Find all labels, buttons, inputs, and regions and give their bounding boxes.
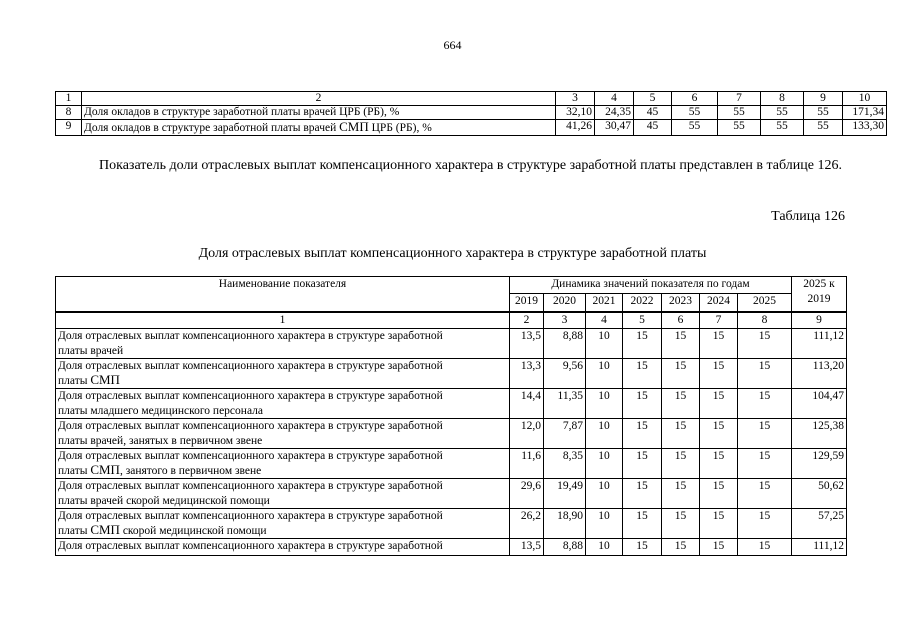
table-row: [56, 389, 847, 419]
indicator-name-line: Доля отраслевых выплат компенсационного характера в структуре заработной: [58, 480, 443, 492]
value-cell: 8,88: [544, 329, 586, 359]
row-label-text: Доля окладов в структуре заработной платы врачей ЦРБ (РБ), %: [84, 106, 400, 118]
value-cell: 15: [700, 419, 738, 449]
value-cell: 15: [738, 419, 792, 449]
indicator-name-text: платы: [58, 345, 91, 357]
value-cell: 15: [623, 359, 662, 389]
value-cell: 50,62: [792, 479, 847, 509]
value-cell: 9,56: [544, 359, 586, 389]
top-header-cell: 5: [634, 92, 672, 106]
dynamics-header: Динамика значений показателя по годам: [510, 277, 792, 294]
value-cell: 15: [700, 539, 738, 556]
value-cell: 129,59: [792, 449, 847, 479]
table-row: [56, 509, 847, 539]
column-number: 7: [700, 312, 738, 329]
value-cell: 171,34: [843, 106, 887, 120]
top-header-cell: 8: [761, 92, 804, 106]
value-cell: 7,87: [544, 419, 586, 449]
table-row: [56, 539, 847, 556]
value-cell: 55: [804, 120, 843, 136]
row-label: [82, 106, 556, 120]
value-cell: 19,49: [544, 479, 586, 509]
value-cell: 26,2: [510, 509, 544, 539]
value-cell: 15: [623, 539, 662, 556]
value-cell: 55: [718, 106, 761, 120]
indicator-name: [56, 449, 510, 479]
indicator-name: [56, 509, 510, 539]
main-table-body: [56, 329, 847, 556]
value-cell: 15: [623, 389, 662, 419]
value-cell: 13,5: [510, 329, 544, 359]
indicator-name-text: , занятого в первичном звене: [119, 465, 262, 477]
indicator-name-line: [58, 373, 507, 388]
table-row: [56, 329, 847, 359]
value-cell: 10: [586, 389, 623, 419]
indicator-name-text: врачей скорой медицинской помощи: [90, 495, 270, 507]
top-header-cell: 1: [56, 92, 82, 106]
indicator-name-text: платы: [58, 465, 91, 477]
year-header: 2025: [738, 294, 792, 312]
year-header: 2019: [510, 294, 544, 312]
year-header: 2024: [700, 294, 738, 312]
value-cell: 10: [586, 419, 623, 449]
top-header-cell: 6: [672, 92, 718, 106]
value-cell: 57,25: [792, 509, 847, 539]
value-cell: 15: [700, 389, 738, 419]
table-row: [56, 449, 847, 479]
value-cell: 15: [623, 449, 662, 479]
year-header: 2023: [662, 294, 700, 312]
indicator-name-line: Доля отраслевых выплат компенсационного характера в структуре заработной: [58, 390, 443, 402]
value-cell: 10: [586, 359, 623, 389]
indicator-name: [56, 359, 510, 389]
value-cell: 32,10: [556, 106, 595, 120]
value-cell: 55: [804, 106, 843, 120]
value-cell: 15: [662, 449, 700, 479]
row-number: 9: [56, 120, 82, 136]
value-cell: 18,90: [544, 509, 586, 539]
value-cell: 15: [662, 509, 700, 539]
row-number: 8: [56, 106, 82, 120]
top-table-header-row: [56, 92, 887, 106]
table-row: [56, 479, 847, 509]
value-cell: 10: [586, 449, 623, 479]
row-label-abbr: СМП: [339, 119, 369, 134]
table-row: [56, 359, 847, 389]
column-number: 4: [586, 312, 623, 329]
value-cell: 15: [623, 419, 662, 449]
indicator-name-text: скорой медицинской помощи: [119, 525, 267, 537]
value-cell: 10: [586, 509, 623, 539]
top-header-cell: 4: [595, 92, 634, 106]
value-cell: 41,26: [556, 120, 595, 136]
value-cell: 13,5: [510, 539, 544, 556]
indicator-name-text: платы: [58, 525, 91, 537]
indicator-name-line: [58, 403, 507, 418]
year-header: 2020: [544, 294, 586, 312]
value-cell: 15: [662, 359, 700, 389]
indicator-name: [56, 539, 510, 556]
indicator-name-line: Доля отраслевых выплат компенсационного характера в структуре заработной: [58, 360, 443, 372]
top-table: [55, 91, 887, 136]
indicator-name-text: младшего медицинского персонала: [90, 405, 263, 417]
indicator-name-text: врачей: [90, 345, 124, 357]
value-cell: 15: [738, 509, 792, 539]
year-header: 2021: [586, 294, 623, 312]
value-cell: 10: [586, 479, 623, 509]
value-cell: 15: [738, 359, 792, 389]
value-cell: 55: [718, 120, 761, 136]
value-cell: 15: [662, 329, 700, 359]
value-cell: 10: [586, 539, 623, 556]
value-cell: 111,12: [792, 539, 847, 556]
value-cell: 15: [738, 539, 792, 556]
main-table: [55, 276, 847, 556]
numbering-row: [56, 312, 847, 329]
value-cell: 15: [738, 329, 792, 359]
row-label: [82, 120, 556, 136]
value-cell: 133,30: [843, 120, 887, 136]
value-cell: 45: [634, 120, 672, 136]
indicator-name-line: [58, 523, 507, 538]
value-cell: 30,47: [595, 120, 634, 136]
value-cell: 15: [662, 389, 700, 419]
table-label: Таблица 126: [771, 209, 845, 224]
value-cell: 15: [700, 509, 738, 539]
main-header-row: [56, 277, 847, 294]
value-cell: 45: [634, 106, 672, 120]
column-number: 5: [623, 312, 662, 329]
value-cell: 55: [761, 120, 804, 136]
value-cell: 15: [662, 539, 700, 556]
value-cell: 15: [623, 509, 662, 539]
value-cell: 11,6: [510, 449, 544, 479]
column-number: 3: [544, 312, 586, 329]
value-cell: 13,3: [510, 359, 544, 389]
indicator-name-line: Доля отраслевых выплат компенсационного характера в структуре заработной: [58, 330, 443, 342]
column-number: 6: [662, 312, 700, 329]
indicator-name-line: [58, 463, 507, 478]
top-table-row: [56, 106, 887, 120]
indicator-name: [56, 419, 510, 449]
row-label-text: Доля окладов в структуре заработной платы врачей: [84, 122, 340, 134]
indicator-name-text: платы: [58, 405, 91, 417]
value-cell: 14,4: [510, 389, 544, 419]
row-label-text: ЦРБ (РБ), %: [368, 122, 432, 134]
column-number: 1: [56, 312, 510, 329]
top-table-row: [56, 120, 887, 136]
indicator-name-line: [58, 433, 507, 448]
indicator-name: [56, 389, 510, 419]
indicator-name-abbr: СМП: [90, 372, 120, 387]
value-cell: 15: [700, 449, 738, 479]
table-row: [56, 419, 847, 449]
value-cell: 12,0: [510, 419, 544, 449]
value-cell: 24,35: [595, 106, 634, 120]
ratio-header: 2025 к 2019: [792, 277, 847, 313]
value-cell: 8,35: [544, 449, 586, 479]
indicator-name-line: Доля отраслевых выплат компенсационного характера в структуре заработной: [58, 510, 443, 522]
indicator-name-text: платы: [58, 495, 91, 507]
indicator-name-line: Доля отраслевых выплат компенсационного характера в структуре заработной: [58, 420, 443, 432]
value-cell: 113,20: [792, 359, 847, 389]
value-cell: 8,88: [544, 539, 586, 556]
value-cell: 15: [738, 479, 792, 509]
value-cell: 15: [700, 329, 738, 359]
table-title: Доля отраслевых выплат компенсационного характера в структуре заработной платы: [198, 246, 707, 261]
indicator-name-abbr: СМП: [90, 522, 120, 537]
value-cell: 15: [662, 479, 700, 509]
value-cell: 29,6: [510, 479, 544, 509]
page-number: 664: [443, 38, 462, 52]
indicator-name-text: платы: [58, 435, 91, 447]
value-cell: 15: [662, 419, 700, 449]
value-cell: 15: [700, 359, 738, 389]
top-header-cell: 3: [556, 92, 595, 106]
value-cell: 15: [738, 449, 792, 479]
indicator-name: [56, 329, 510, 359]
indicator-name-line: Доля отраслевых выплат компенсационного характера в структуре заработной: [58, 540, 443, 552]
indicator-name-line: [58, 493, 507, 508]
top-header-cell: 10: [843, 92, 887, 106]
value-cell: 55: [672, 106, 718, 120]
value-cell: 15: [623, 479, 662, 509]
value-cell: 15: [700, 479, 738, 509]
top-header-cell: 7: [718, 92, 761, 106]
value-cell: 55: [761, 106, 804, 120]
column-number: 9: [792, 312, 847, 329]
value-cell: 104,47: [792, 389, 847, 419]
value-cell: 55: [672, 120, 718, 136]
value-cell: 11,35: [544, 389, 586, 419]
value-cell: 111,12: [792, 329, 847, 359]
value-cell: 125,38: [792, 419, 847, 449]
column-number: 8: [738, 312, 792, 329]
indicator-name-text: врачей, занятых в первичном звене: [90, 435, 263, 447]
value-cell: 10: [586, 329, 623, 359]
top-header-cell: 2: [82, 92, 556, 106]
indicator-name-header: Наименование показателя: [56, 277, 510, 313]
indicator-name-text: платы: [58, 375, 91, 387]
indicator-name-line: Доля отраслевых выплат компенсационного характера в структуре заработной: [58, 450, 443, 462]
value-cell: 15: [623, 329, 662, 359]
indicator-name: [56, 479, 510, 509]
body-paragraph: Показатель доли отраслевых выплат компенсационного характера в структуре заработной платы представлен в таблице 126.: [99, 158, 842, 173]
value-cell: 15: [738, 389, 792, 419]
indicator-name-line: [58, 343, 507, 358]
top-header-cell: 9: [804, 92, 843, 106]
column-number: 2: [510, 312, 544, 329]
indicator-name-abbr: СМП: [90, 462, 120, 477]
year-header: 2022: [623, 294, 662, 312]
